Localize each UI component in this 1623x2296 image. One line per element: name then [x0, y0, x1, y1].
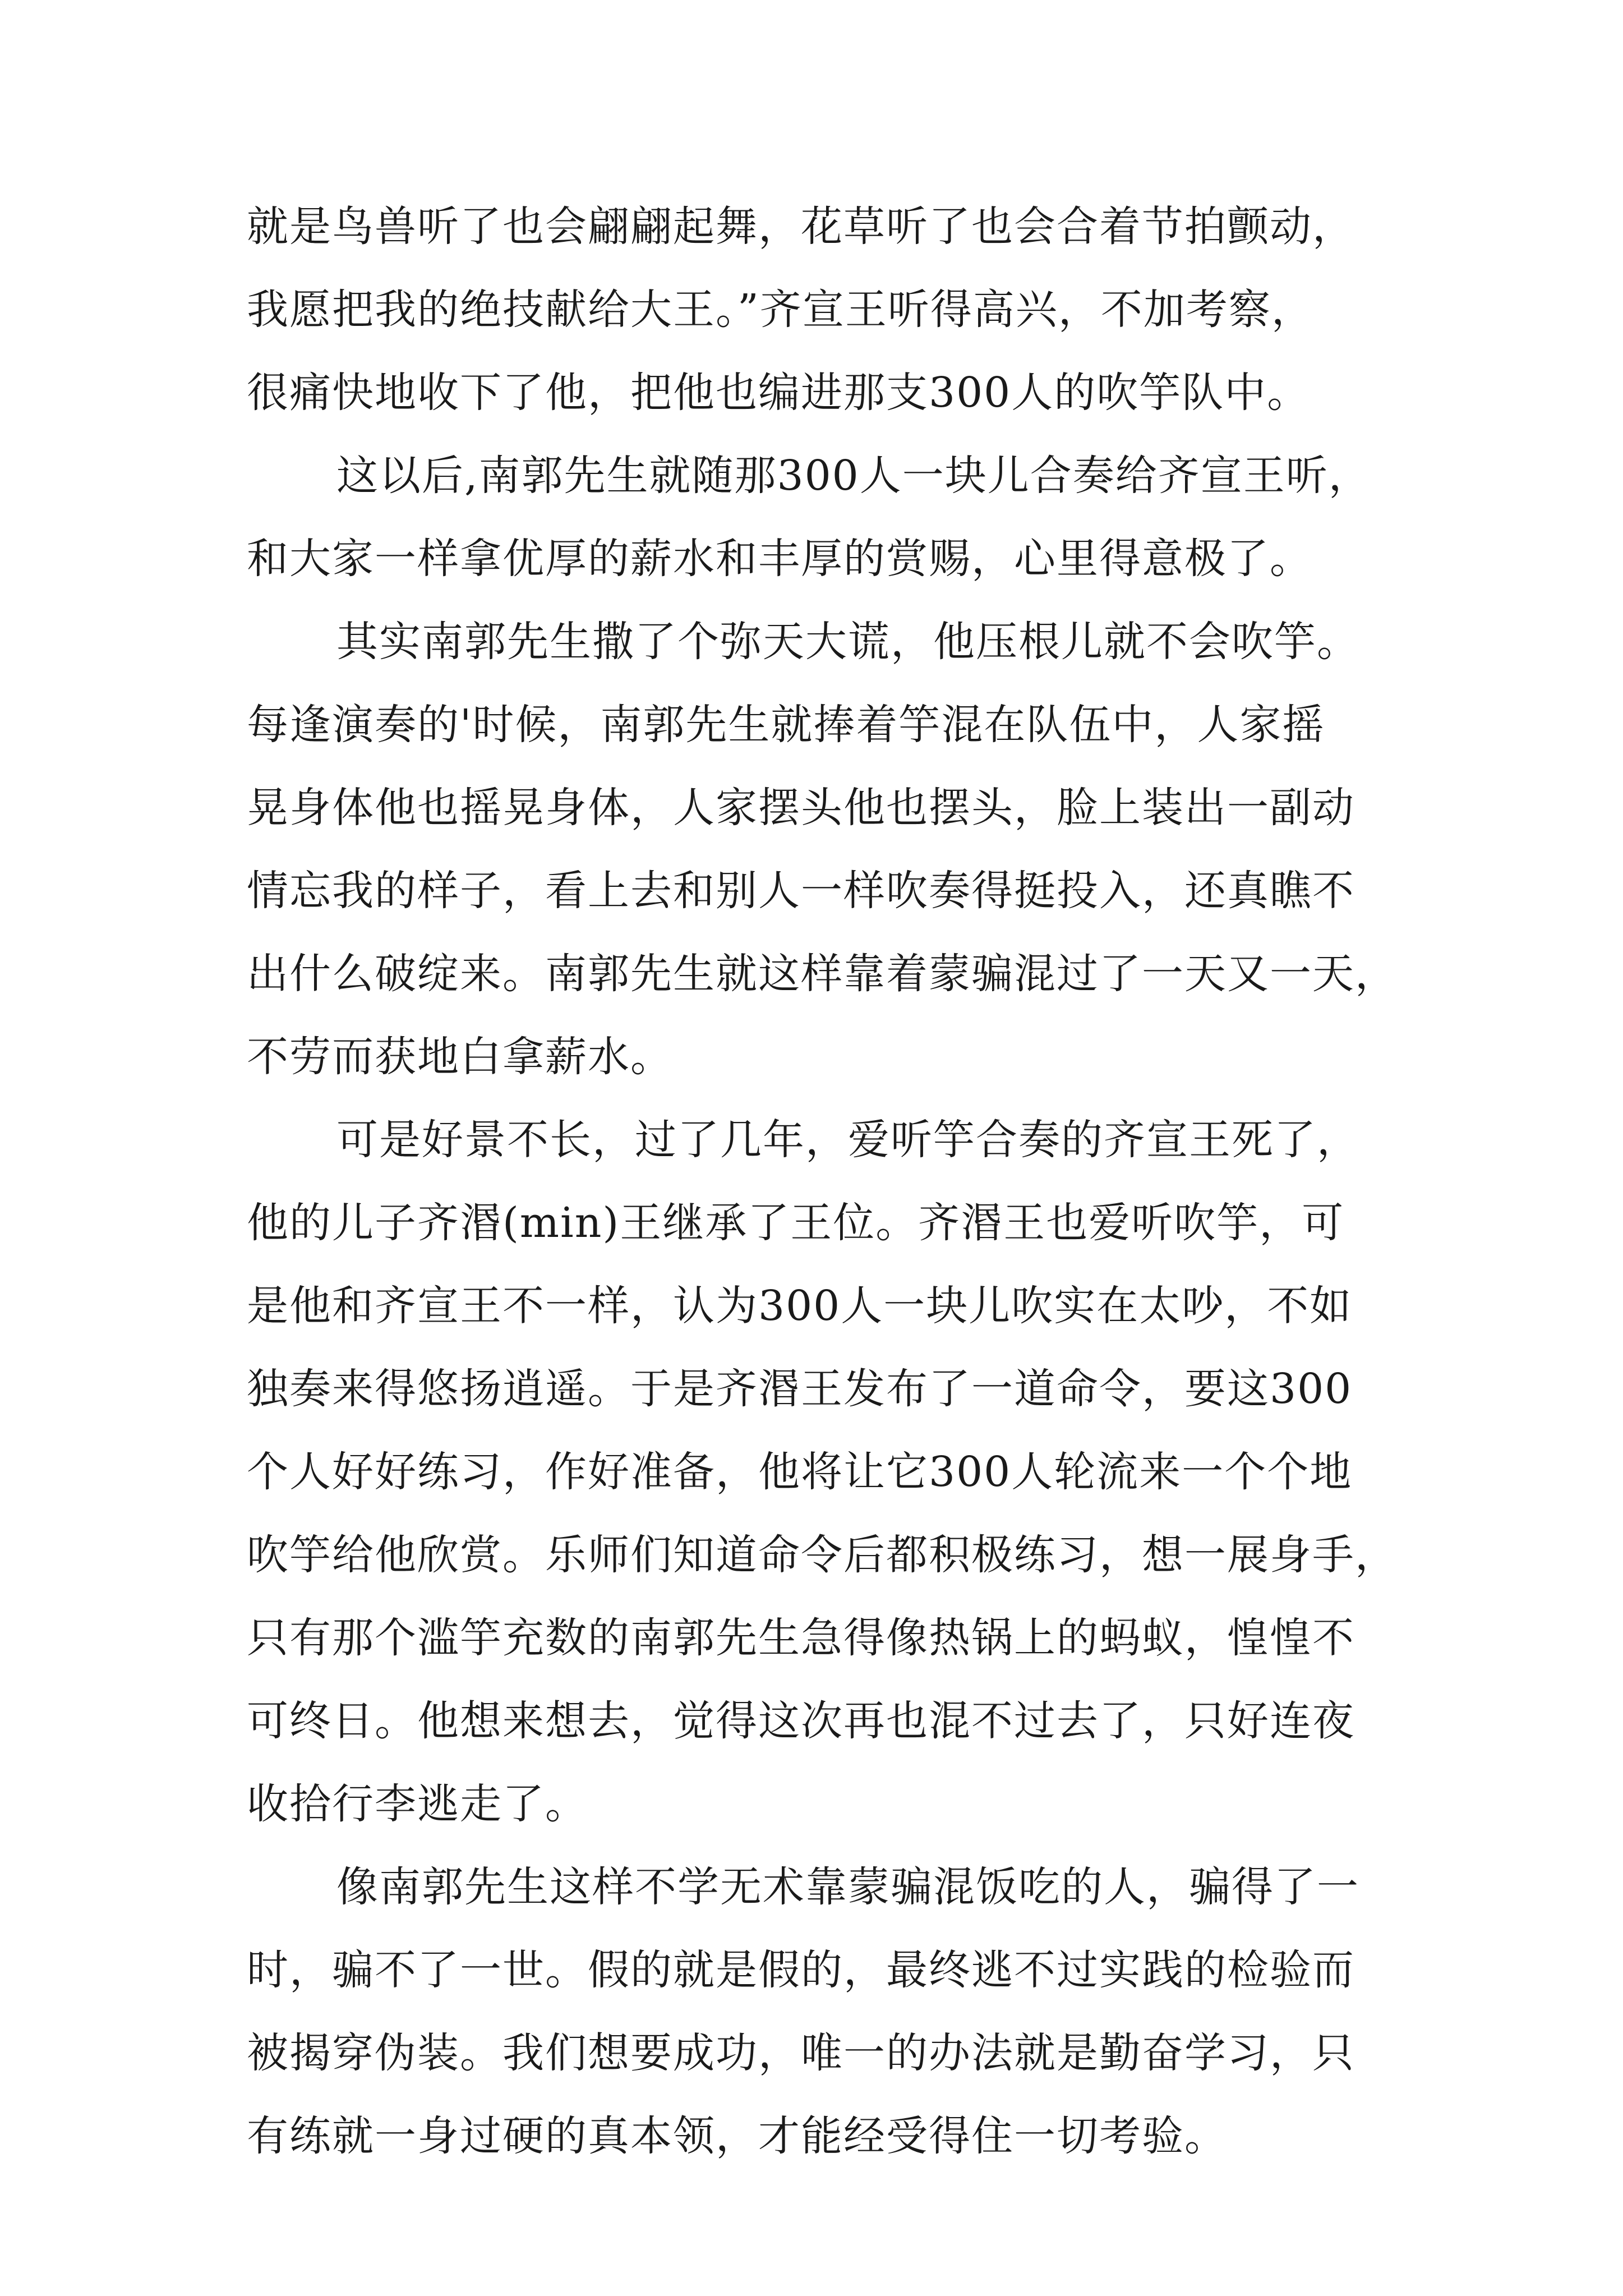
- text-line-first: 其实南郭先生撒了个弥天大谎，他压根儿就不会吹竽。: [336, 618, 1359, 666]
- text-line: 时，骗不了一世。假的就是假的，最终逃不过实践的检验而: [247, 1946, 1355, 1994]
- text-line: 我愿把我的绝技献给大王。”齐宣王听得高兴，不加考察，: [247, 286, 1314, 334]
- text-line: 有练就一身过硬的真本领，才能经受得住一切考验。: [247, 2112, 1227, 2160]
- document-body: [247, 185, 1413, 2178]
- text-line: 吹竽给他欣赏。乐师们知道命令后都积极练习，想一展身手，: [247, 1531, 1398, 1579]
- text-line: 只有那个滥竽充数的南郭先生急得像热锅上的蚂蚁，惶惶不: [247, 1614, 1355, 1662]
- text-line: 很痛快地收下了他，把他也编进那支300人的吹竽队中。: [247, 369, 1310, 417]
- text-line: 独奏来得悠扬逍遥。于是齐湣王发布了一道命令，要这300: [247, 1365, 1353, 1413]
- text-line: 晃身体他也摇晃身体，人家摆头他也摆头，脸上装出一副动: [247, 784, 1355, 832]
- text-line: 他的儿子齐湣(min)王继承了王位。齐湣王也爱听吹竽，可: [247, 1199, 1345, 1247]
- paragraph-4: [247, 1098, 1413, 1846]
- paragraph-1: [247, 185, 1413, 434]
- text-line: 就是鸟兽听了也会翩翩起舞，花草听了也会合着节拍颤动，: [247, 203, 1355, 251]
- text-line: 收拾行李逃走了。: [247, 1780, 588, 1828]
- paragraph-5: [247, 1846, 1413, 2178]
- text-line: 是他和齐宣王不一样，认为300人一块儿吹实在太吵，不如: [247, 1282, 1353, 1330]
- text-line: 出什么破绽来。南郭先生就这样靠着蒙骗混过了一天又一天，: [247, 950, 1398, 998]
- text-line: 可终日。他想来想去，觉得这次再也混不过去了，只好连夜: [247, 1697, 1355, 1745]
- text-line-first: 可是好景不长，过了几年，爱听竽合奏的齐宣王死了，: [336, 1116, 1359, 1164]
- text-line: 不劳而获地白拿薪水。: [247, 1033, 673, 1081]
- text-line: 和大家一样拿优厚的薪水和丰厚的赏赐，心里得意极了。: [247, 535, 1312, 583]
- text-line: 每逢演奏的'时候，南郭先生就捧着竽混在队伍中，人家摇: [247, 701, 1325, 749]
- text-line-first: 像南郭先生这样不学无术靠蒙骗混饭吃的人，骗得了一: [336, 1863, 1359, 1911]
- text-line-first: 这以后,南郭先生就随那300人一块儿合奏给齐宣王听，: [336, 452, 1371, 500]
- paragraph-2: [247, 434, 1413, 600]
- paragraph-3: [247, 600, 1413, 1098]
- text-line: 情忘我的样子，看上去和别人一样吹奏得挺投入，还真瞧不: [247, 867, 1355, 915]
- text-line: 被揭穿伪装。我们想要成功，唯一的办法就是勤奋学习，只: [247, 2029, 1355, 2077]
- text-line: 个人好好练习，作好准备，他将让它300人轮流来一个个地: [247, 1448, 1353, 1496]
